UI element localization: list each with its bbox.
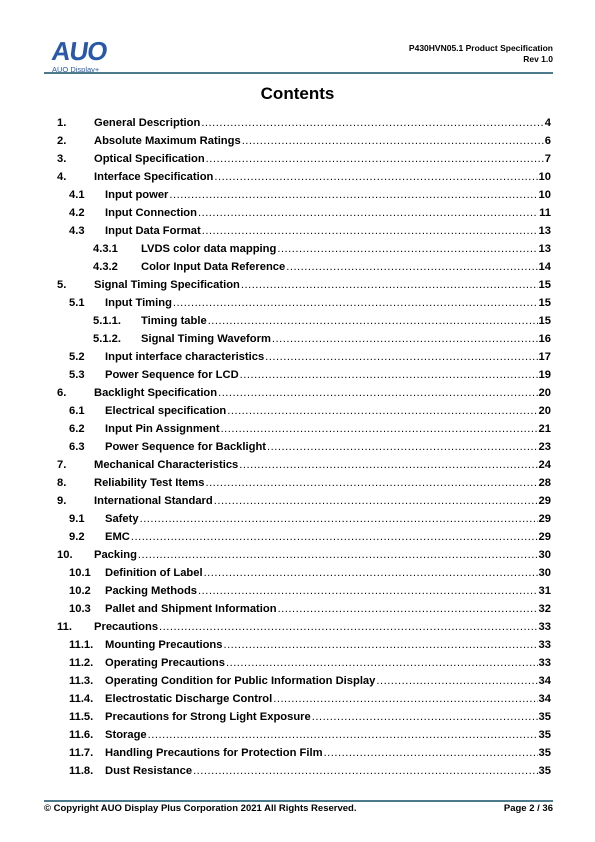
toc-entry-page: 23 [538, 441, 551, 453]
toc-entry-page: 30 [538, 549, 551, 561]
toc-dot-leader [214, 492, 538, 510]
document-revision: Rev 1.0 [523, 54, 553, 64]
toc-entry-label: Timing table [141, 315, 207, 327]
toc-dot-leader [265, 348, 537, 366]
logo-subtext: AUO Display+ [52, 65, 100, 74]
toc-dot-leader [208, 312, 538, 330]
toc-entry[interactable] [57, 384, 551, 402]
toc-dot-leader [278, 600, 538, 618]
toc-entry-number: 1. [57, 117, 67, 129]
toc-dot-leader [169, 186, 537, 204]
toc-entry-number: 5. [57, 279, 67, 291]
toc-entry-label: Handling Precautions for Protection Film [105, 747, 323, 759]
toc-entry-label: Packing Methods [105, 585, 198, 597]
toc-entry-number: 4.2 [69, 207, 85, 219]
toc-entry-number: 9. [57, 495, 67, 507]
toc-entry-number: 3. [57, 153, 67, 165]
toc-entry[interactable] [57, 510, 551, 528]
toc-dot-leader [227, 402, 537, 420]
toc-entry-label: Dust Resistance [105, 765, 193, 777]
toc-entry-number: 5.1.1. [93, 315, 121, 327]
toc-entry-page: 21 [538, 423, 551, 435]
toc-entry[interactable] [57, 312, 551, 330]
toc-entry-page: 15 [538, 279, 551, 291]
toc-entry-label: LVDS color data mapping [141, 243, 277, 255]
toc-entry[interactable] [57, 132, 551, 150]
toc-dot-leader [148, 726, 538, 744]
toc-entry-page: 11 [539, 207, 551, 219]
toc-entry[interactable] [57, 636, 551, 654]
toc-dot-leader [205, 474, 537, 492]
toc-entry-label: Definition of Label [105, 567, 203, 579]
toc-entry-number: 11.8. [69, 765, 94, 777]
table-of-contents [57, 114, 551, 780]
toc-entry-page: 32 [538, 603, 551, 615]
company-logo [49, 36, 112, 74]
toc-entry[interactable] [57, 672, 551, 690]
toc-entry[interactable] [57, 744, 551, 762]
toc-dot-leader [277, 240, 537, 258]
toc-entry[interactable] [57, 600, 551, 618]
toc-entry[interactable] [57, 348, 551, 366]
toc-entry[interactable] [57, 528, 551, 546]
toc-entry-label: Signal Timing Specification [94, 279, 240, 291]
toc-entry-page: 34 [538, 675, 551, 687]
toc-entry-page: 29 [538, 531, 551, 543]
toc-entry-label: General Description [94, 117, 201, 129]
toc-entry[interactable] [57, 330, 551, 348]
toc-entry-number: 6.2 [69, 423, 85, 435]
toc-entry-page: 13 [538, 225, 551, 237]
toc-entry-number: 5.3 [69, 369, 85, 381]
toc-entry-number: 4.3.2 [93, 261, 118, 273]
toc-dot-leader [201, 114, 543, 132]
toc-entry-number: 11.2. [69, 657, 94, 669]
toc-entry-label: Input Pin Assignment [105, 423, 220, 435]
logo-wordmark: AUO [49, 36, 109, 66]
toc-entry-label: Input interface characteristics [105, 351, 265, 363]
toc-entry-number: 11.4. [69, 693, 94, 705]
toc-entry-label: Power Sequence for Backlight [105, 441, 267, 453]
toc-entry[interactable] [57, 240, 551, 258]
toc-entry-label: Electrical specification [105, 405, 227, 417]
toc-entry-number: 4.3 [69, 225, 85, 237]
toc-entry-page: 20 [538, 387, 551, 399]
toc-entry[interactable] [57, 402, 551, 420]
toc-entry-label: Input power [105, 189, 169, 201]
toc-entry-number: 4.3.1 [93, 243, 118, 255]
footer-page-number: Page 2 / 36 [503, 803, 553, 814]
footer-divider [44, 800, 553, 802]
toc-entry[interactable] [57, 618, 551, 636]
toc-entry[interactable] [57, 276, 551, 294]
toc-entry[interactable] [57, 150, 551, 168]
footer-copyright: © Copyright AUO Display Plus Corporation 2021 All Rights Reserved. [44, 803, 357, 814]
toc-entry-page: 28 [538, 477, 551, 489]
toc-dot-leader [173, 294, 538, 312]
toc-entry-label: Packing [94, 549, 137, 561]
toc-entry-number: 10.1 [69, 567, 91, 579]
toc-entry-label: Mechanical Characteristics [94, 459, 239, 471]
toc-entry-label: Interface Specification [94, 171, 214, 183]
toc-entry-page: 24 [538, 459, 551, 471]
toc-entry-number: 2. [57, 135, 67, 147]
toc-entry-label: Operating Condition for Public Information Display [105, 675, 376, 687]
toc-entry-label: Power Sequence for LCD [105, 369, 239, 381]
toc-entry-page: 6 [544, 135, 551, 147]
toc-dot-leader [193, 762, 537, 780]
toc-dot-leader [221, 420, 538, 438]
toc-entry-page: 35 [538, 729, 551, 741]
document-header [409, 43, 553, 65]
toc-entry[interactable] [57, 114, 551, 132]
toc-dot-leader [239, 456, 537, 474]
toc-entry-page: 33 [538, 639, 551, 651]
toc-entry-label: Mounting Precautions [105, 639, 223, 651]
toc-dot-leader [267, 438, 538, 456]
toc-entry-page: 33 [538, 621, 551, 633]
toc-entry-number: 11.5. [69, 711, 94, 723]
toc-dot-leader [214, 168, 537, 186]
toc-entry[interactable] [57, 762, 551, 780]
toc-entry-page: 7 [544, 153, 551, 165]
toc-entry[interactable] [57, 366, 551, 384]
toc-dot-leader [286, 258, 537, 276]
toc-entry-label: Input Timing [105, 297, 172, 309]
toc-entry-page: 20 [538, 405, 551, 417]
toc-entry-label: Operating Precautions [105, 657, 225, 669]
toc-entry-page: 29 [538, 513, 551, 525]
toc-entry-number: 11. [57, 621, 72, 633]
toc-entry[interactable] [57, 654, 551, 672]
toc-entry-label: Pallet and Shipment Information [105, 603, 277, 615]
toc-entry-page: 10 [538, 189, 551, 201]
toc-entry[interactable] [57, 492, 551, 510]
toc-entry[interactable] [57, 474, 551, 492]
toc-dot-leader [312, 708, 538, 726]
toc-dot-leader [204, 564, 538, 582]
toc-entry-number: 4.1 [69, 189, 85, 201]
toc-entry-page: 31 [538, 585, 551, 597]
toc-entry-page: 16 [538, 333, 551, 345]
toc-entry-number: 10.2 [69, 585, 91, 597]
toc-dot-leader [241, 276, 538, 294]
toc-entry-number: 11.6. [69, 729, 94, 741]
toc-entry-label: Signal Timing Waveform [141, 333, 271, 345]
toc-entry-page: 15 [538, 315, 551, 327]
toc-dot-leader [324, 744, 538, 762]
toc-entry-label: Electrostatic Discharge Control [105, 693, 273, 705]
toc-entry[interactable] [57, 420, 551, 438]
toc-entry[interactable] [57, 564, 551, 582]
toc-entry-label: EMC [105, 531, 130, 543]
toc-entry-number: 6.3 [69, 441, 85, 453]
toc-dot-leader [376, 672, 537, 690]
toc-entry-number: 5.2 [69, 351, 85, 363]
toc-entry-label: Input Data Format [105, 225, 201, 237]
toc-dot-leader [223, 636, 537, 654]
toc-dot-leader [272, 330, 538, 348]
toc-entry-number: 11.7. [69, 747, 94, 759]
toc-entry-page: 33 [538, 657, 551, 669]
toc-entry-label: Absolute Maximum Ratings [94, 135, 241, 147]
toc-entry-number: 7. [57, 459, 67, 471]
toc-entry-page: 15 [538, 297, 551, 309]
toc-entry[interactable] [57, 222, 551, 240]
toc-dot-leader [198, 582, 538, 600]
toc-dot-leader [273, 690, 537, 708]
toc-entry-number: 8. [57, 477, 67, 489]
toc-entry-page: 35 [538, 747, 551, 759]
header-divider [44, 72, 553, 74]
toc-entry-number: 10.3 [69, 603, 91, 615]
toc-entry-page: 34 [538, 693, 551, 705]
toc-dot-leader [226, 654, 538, 672]
toc-entry-page: 13 [538, 243, 551, 255]
toc-entry-number: 5.1 [69, 297, 85, 309]
toc-entry-number: 6. [57, 387, 67, 399]
toc-entry-number: 11.1. [69, 639, 94, 651]
toc-entry[interactable] [57, 546, 551, 564]
toc-entry-number: 9.2 [69, 531, 85, 543]
toc-dot-leader [202, 222, 538, 240]
toc-entry-label: Input Connection [105, 207, 197, 219]
toc-entry[interactable] [57, 708, 551, 726]
toc-entry-number: 6.1 [69, 405, 85, 417]
toc-dot-leader [242, 132, 544, 150]
toc-entry-page: 35 [538, 765, 551, 777]
toc-entry-page: 35 [538, 711, 551, 723]
toc-dot-leader [218, 384, 537, 402]
toc-entry-page: 30 [538, 567, 551, 579]
toc-entry-number: 10. [57, 549, 73, 561]
toc-entry-label: Optical Specification [94, 153, 205, 165]
toc-entry-number: 11.3. [69, 675, 94, 687]
document-title: P430HVN05.1 Product Specification [408, 43, 553, 53]
toc-entry[interactable] [57, 186, 551, 204]
toc-entry-label: Precautions [94, 621, 159, 633]
toc-entry[interactable] [57, 438, 551, 456]
toc-entry-number: 5.1.2. [93, 333, 121, 345]
toc-dot-leader [206, 150, 544, 168]
toc-entry-number: 4. [57, 171, 67, 183]
toc-entry-label: Reliability Test Items [94, 477, 205, 489]
toc-entry[interactable] [57, 726, 551, 744]
toc-entry-page: 29 [538, 495, 551, 507]
toc-entry-page: 4 [544, 117, 551, 129]
toc-dot-leader [159, 618, 538, 636]
toc-entry[interactable] [57, 582, 551, 600]
toc-entry-number: 9.1 [69, 513, 85, 525]
toc-entry-label: Precautions for Strong Light Exposure [105, 711, 311, 723]
toc-dot-leader [140, 510, 538, 528]
toc-entry[interactable] [57, 294, 551, 312]
toc-entry-label: Color Input Data Reference [141, 261, 286, 273]
toc-entry-label: Backlight Specification [94, 387, 218, 399]
toc-dot-leader [138, 546, 538, 564]
page-title: Contents [260, 84, 335, 103]
toc-entry[interactable] [57, 204, 551, 222]
toc-entry-page: 17 [538, 351, 551, 363]
toc-entry-label: Safety [105, 513, 139, 525]
toc-dot-leader [131, 528, 538, 546]
toc-entry-label: Storage [105, 729, 147, 741]
toc-entry-label: International Standard [94, 495, 213, 507]
toc-dot-leader [198, 204, 538, 222]
toc-entry[interactable] [57, 690, 551, 708]
toc-entry-page: 19 [538, 369, 551, 381]
toc-entry-page: 10 [538, 171, 551, 183]
toc-entry-page: 14 [538, 261, 551, 273]
toc-entry[interactable] [57, 168, 551, 186]
toc-dot-leader [240, 366, 538, 384]
toc-entry[interactable] [57, 456, 551, 474]
toc-entry[interactable] [57, 258, 551, 276]
